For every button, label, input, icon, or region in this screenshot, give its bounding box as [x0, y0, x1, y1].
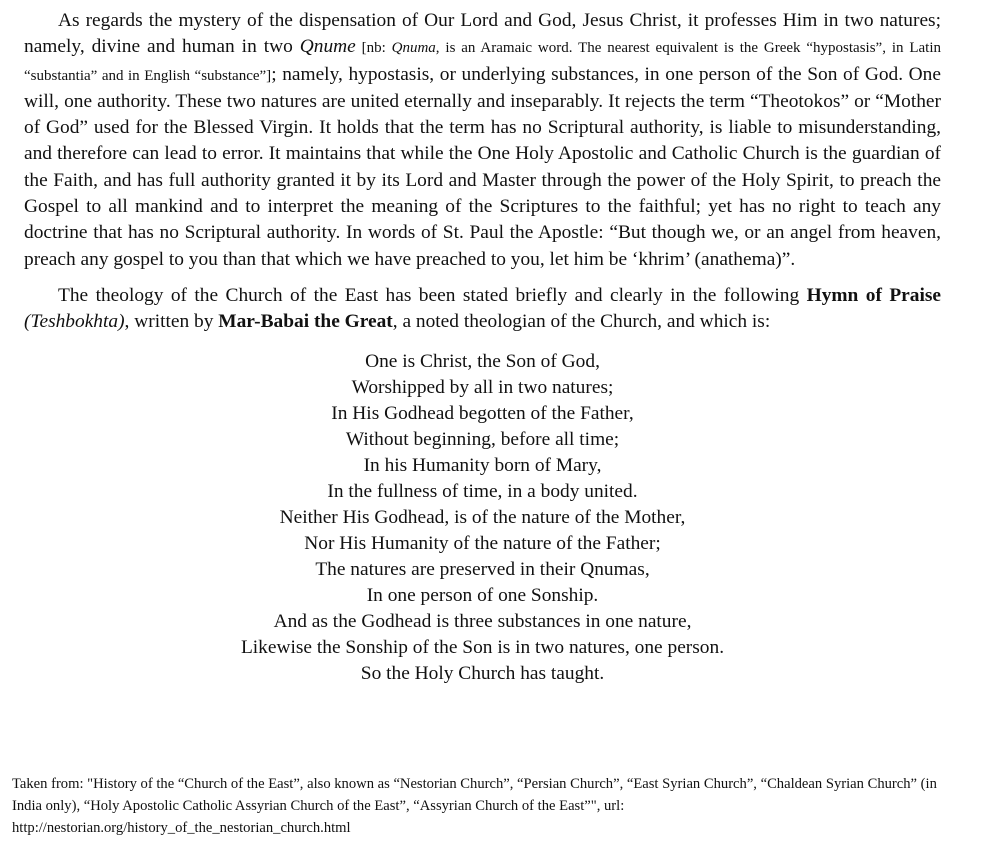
paragraph-text: , written by [124, 311, 219, 333]
hymn-line: Neither His Godhead, is of the nature of the Mother, [279, 506, 686, 528]
paragraph-text: As regards the mystery of the dispensation of Our Lord and God, Jesus Christ, it professes Him in two natures; namely, divine and human in two [24, 10, 941, 58]
note-prefix: [nb: [355, 40, 392, 57]
hymn-title: Hymn of Praise [806, 284, 942, 306]
paragraph-text: ; namely, hypostasis, or underlying substances, in one person of the Son of God. One will, one authority. These two natures are united eternally and inseparably. It rejects the term “Theotokos” or “Mother of God” used for the Blessed Virgin. It holds that the term has no Scriptural authority, is liable to misunderstanding, and therefore can lead to error. It maintains that while the One Holy Apostolic and Catholic Church is the guardian of the Faith, and has full authority granted it by its Lord and Master through the power of the Holy Spirit, to preach the Gospel to all mankind and to interpret the meaning of the Scriptures to the faithful; yet has no right to teach any doctrine that has no Scriptural authority. In words of St. Paul the Apostle: “But though we, or an angel from heaven, preach any gospel to you than that which we have preached to you, let him be ‘khrim’ (anathema)”. [24, 63, 941, 270]
hymn-line: In his Humanity born of Mary, [363, 454, 602, 476]
paragraph-text: , a noted theologian of the Church, and which is: [392, 311, 771, 333]
paragraph-text: The theology of the Church of the East has been stated briefly and clearly in the following [58, 284, 807, 306]
hymn-line: The natures are preserved in their Qnumas, [315, 558, 650, 580]
hymn-line: In one person of one Sonship. [366, 584, 599, 606]
hymn-line: Without beginning, before all time; [345, 428, 620, 450]
author-name: Mar-Babai the Great [218, 311, 393, 333]
hymn-line: In the fullness of time, in a body united. [327, 480, 638, 502]
paragraph-doctrine [24, 8, 941, 273]
hymn-line: Worshipped by all in two natures; [351, 376, 614, 398]
hymn-line: In His Godhead begotten of the Father, [331, 402, 634, 424]
teshbokhta-term: (Teshbokhta) [24, 311, 125, 333]
document-body [24, 8, 941, 687]
source-citation: Taken from: "History of the “Church of the East”, also known as “Nestorian Church”, “Persian Church”, “East Syrian Church”, “Chaldean Syrian Church” (in India only), “Holy Apostolic Catholic Assyrian Church of the East”, “Assyrian Church of the East”", url: http://nestorian.org/history_of_the_nestorian_church.html [12, 776, 937, 837]
qnume-term: Qnume [299, 36, 356, 58]
note-text: , is an Aramaic word. The nearest equivalent is the Greek “hypostasis”, in Latin “substantia” and in English “substance”] [24, 40, 941, 84]
paragraph-theology [24, 283, 941, 336]
qnuma-term: Qnuma [391, 40, 436, 57]
hymn-line: And as the Godhead is three substances in one nature, [273, 610, 692, 632]
hymn-line: One is Christ, the Son of God, [365, 350, 600, 372]
hymn-line: Likewise the Sonship of the Son is in two natures, one person. [240, 636, 725, 658]
hymn-verse [24, 349, 941, 687]
hymn-line: So the Holy Church has taught. [360, 662, 605, 684]
hymn-line: Nor His Humanity of the nature of the Father; [304, 532, 661, 554]
